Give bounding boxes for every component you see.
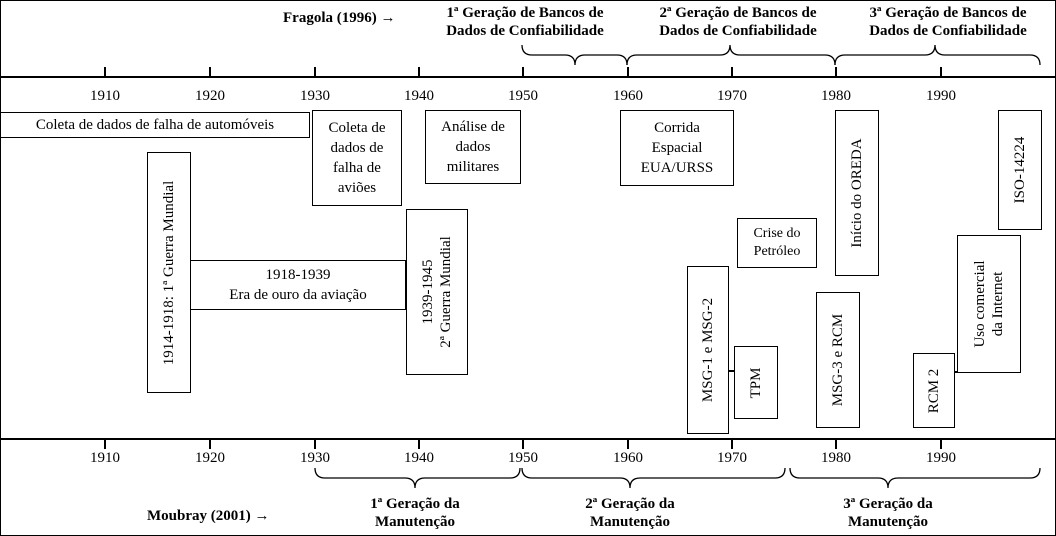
event-military-analysis: Análise de dados militares — [425, 110, 521, 184]
top-tick — [104, 67, 106, 77]
top-brace-gen2 — [627, 45, 835, 65]
event-oreda-start: Início do OREDA — [835, 110, 879, 276]
bottom-year-label: 1910 — [90, 450, 120, 466]
event-msg3-rcm: MSG-3 e RCM — [816, 292, 860, 428]
bottom-year-label: 1980 — [821, 450, 851, 466]
bottom-tick — [418, 439, 420, 449]
top-brace-gen1 — [522, 45, 627, 65]
bottom-year-label: 1930 — [300, 450, 330, 466]
top-year-label: 1930 — [300, 88, 330, 104]
top-tick — [731, 67, 733, 77]
event-space-race: Corrida Espacial EUA/URSS — [620, 110, 734, 186]
bottom-tick — [522, 439, 524, 449]
top-year-label: 1990 — [926, 88, 956, 104]
event-world-war-1: 1914-1918: 1ª Guerra Mundial — [147, 152, 191, 393]
top-tick — [314, 67, 316, 77]
top-tick — [627, 67, 629, 77]
top-year-label: 1920 — [195, 88, 225, 104]
bottom-tick — [209, 439, 211, 449]
event-iso-14224: ISO-14224 — [998, 110, 1042, 230]
bottom-tick — [314, 439, 316, 449]
top-brace-gen3 — [835, 45, 1040, 65]
event-internet-commercial: Uso comercial da Internet — [957, 235, 1021, 373]
top-year-label: 1910 — [90, 88, 120, 104]
top-tick — [418, 67, 420, 77]
top-year-label: 1970 — [717, 88, 747, 104]
bottom-gen3-header: 3ª Geração da Manutenção — [843, 496, 933, 530]
top-axis-line — [0, 76, 1056, 78]
bottom-brace-gen3 — [790, 468, 1040, 488]
event-msg1-msg2: MSG-1 e MSG-2 — [687, 266, 729, 434]
event-oil-crisis: Crise do Petróleo — [737, 218, 817, 268]
bottom-tick — [835, 439, 837, 449]
top-year-label: 1960 — [613, 88, 643, 104]
bottom-tick — [940, 439, 942, 449]
top-year-label: 1980 — [821, 88, 851, 104]
top-tick — [940, 67, 942, 77]
bottom-brace-gen1 — [315, 468, 520, 488]
bottom-tick — [627, 439, 629, 449]
bottom-year-label: 1920 — [195, 450, 225, 466]
bottom-tick — [731, 439, 733, 449]
top-gen3-header: 3ª Geração de Bancos de Dados de Confiabilidade — [869, 5, 1027, 39]
event-aviation-golden-age: 1918-1939 Era de ouro da aviação — [190, 260, 406, 310]
event-rcm2: RCM 2 — [913, 353, 955, 428]
bottom-gen1-header: 1ª Geração da Manutenção — [370, 496, 460, 530]
fragola-label: Fragola (1996) → — [283, 10, 396, 26]
event-aircraft-data: Coleta de dados de falha de aviões — [312, 110, 402, 206]
top-year-label: 1950 — [508, 88, 538, 104]
event-automotive-data: Coleta de dados de falha de automóveis — [0, 112, 310, 138]
event-world-war-2: 1939-1945 2ª Guerra Mundial — [406, 209, 468, 375]
top-tick — [209, 67, 211, 77]
moubray-label: Moubray (2001) → — [147, 508, 270, 524]
bottom-year-label: 1940 — [404, 450, 434, 466]
top-year-label: 1940 — [404, 88, 434, 104]
bottom-year-label: 1970 — [717, 450, 747, 466]
bottom-year-label: 1960 — [613, 450, 643, 466]
top-tick — [522, 67, 524, 77]
bottom-year-label: 1990 — [926, 450, 956, 466]
bottom-tick — [104, 439, 106, 449]
bottom-brace-gen2 — [522, 468, 785, 488]
top-gen1-header: 1ª Geração de Bancos de Dados de Confiabilidade — [446, 5, 604, 39]
bottom-axis-line — [0, 438, 1056, 440]
bottom-year-label: 1950 — [508, 450, 538, 466]
event-tpm: TPM — [734, 346, 778, 419]
bottom-gen2-header: 2ª Geração da Manutenção — [585, 496, 675, 530]
top-tick — [835, 67, 837, 77]
top-gen2-header: 2ª Geração de Bancos de Dados de Confiabilidade — [659, 5, 817, 39]
